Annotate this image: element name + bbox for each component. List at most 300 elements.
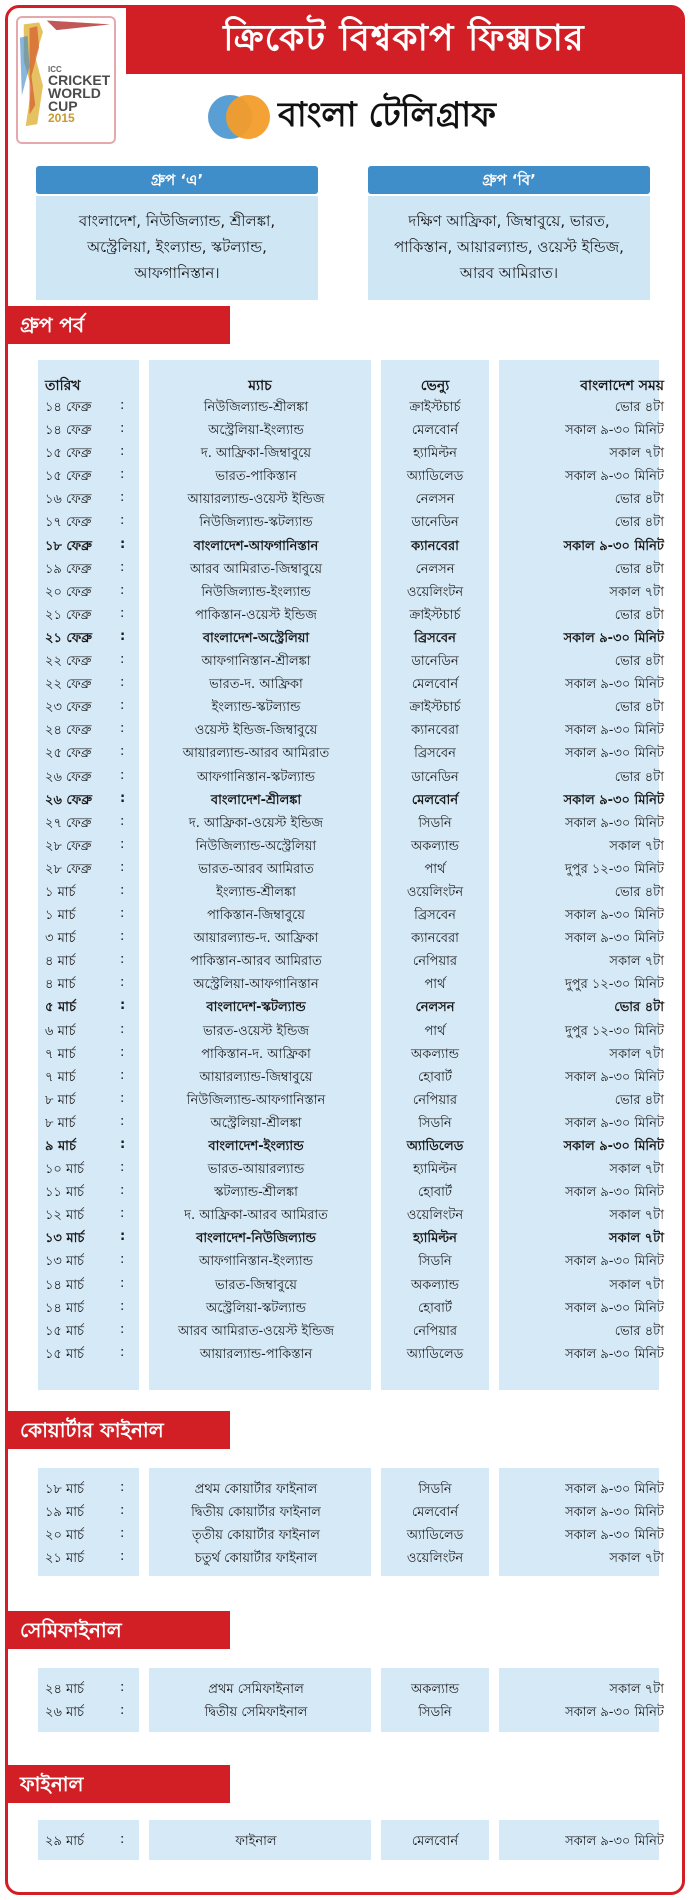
match-name: ভারত-দ. আফ্রিকা — [209, 677, 303, 693]
table-row — [8, 1677, 688, 1700]
date-colon: : — [120, 813, 125, 829]
logo-text — [48, 66, 114, 125]
match-venue: অ্যাডিলেড — [406, 1528, 464, 1544]
date-colon: : — [120, 1344, 125, 1360]
table-row — [8, 949, 688, 972]
date-colon: : — [120, 1113, 125, 1129]
date-colon: : — [120, 1067, 125, 1083]
match-name: বাংলাদেশ-শ্রীলঙ্কা — [210, 792, 302, 808]
date-colon: : — [120, 1044, 125, 1060]
match-time: ভোর ৪টা — [614, 561, 664, 577]
semi-final-table — [8, 1677, 688, 1723]
match-date: ২০ মার্চ — [45, 1528, 85, 1544]
match-name: আয়ারল্যান্ড-পাকিস্তান — [199, 1346, 313, 1362]
final-table — [8, 1829, 688, 1852]
date-colon: : — [120, 605, 125, 621]
table-row — [8, 741, 688, 764]
match-name: নিউজিল্যান্ড-শ্রীলঙ্কা — [203, 400, 309, 415]
header-venue: ভেন্যু — [420, 378, 450, 394]
match-time: সকাল ৯-৩০ মিনিট — [565, 1346, 664, 1362]
date-colon: : — [120, 698, 125, 714]
table-row — [8, 1157, 688, 1180]
match-venue: পার্থ — [424, 1023, 446, 1039]
match-name: পাকিস্তান-দ. আফ্রিকা — [201, 1046, 311, 1062]
logo-line-3: CUP — [48, 98, 78, 115]
table-row — [8, 880, 688, 903]
table-row — [8, 1296, 688, 1319]
match-time: সকাল ৯-৩০ মিনিট — [565, 677, 664, 693]
table-row — [8, 1249, 688, 1272]
match-name: বাংলাদেশ-অস্ট্রেলিয়া — [202, 630, 310, 646]
table-row — [8, 1273, 688, 1296]
date-colon: : — [120, 1832, 125, 1847]
match-name: নিউজিল্যান্ড-ইংল্যান্ড — [201, 584, 311, 600]
date-colon: : — [120, 513, 125, 529]
match-time: সকাল ৯-৩০ মিনিট — [565, 746, 664, 762]
match-name: আয়ারল্যান্ড-দ. আফ্রিকা — [193, 931, 319, 947]
table-row — [8, 464, 688, 487]
match-date: ১৬ ফেব্রু — [45, 492, 92, 508]
match-time: সকাল ৯-৩০ মিনিট — [565, 931, 664, 947]
match-name: পাকিস্তান-আরব আমিরাত — [190, 954, 322, 970]
match-date: ২২ ফেব্রু — [45, 654, 92, 670]
match-name: ভারত-আয়ারল্যান্ড — [207, 1162, 305, 1178]
table-row — [8, 1203, 688, 1226]
match-time: সকাল ৯-৩০ মিনিট — [563, 630, 664, 646]
logo-year: 2015 — [48, 111, 75, 126]
group-b-teams-line-3: আরব আমিরাত। — [459, 264, 559, 282]
match-date: ৪ মার্চ — [45, 977, 76, 993]
match-time: সকাল ৭টা — [609, 954, 664, 970]
title-banner — [126, 8, 682, 74]
match-date: ১৫ মার্চ — [45, 1323, 85, 1339]
table-row — [8, 811, 688, 834]
match-name: দ. আফ্রিকা-ওয়েস্ট ইন্ডিজ — [188, 815, 324, 831]
match-date: ৭ মার্চ — [45, 1046, 76, 1062]
match-time: সকাল ৯-৩০ মিনিট — [565, 423, 664, 439]
match-name: দ্বিতীয় সেমিফাইনাল — [204, 1705, 308, 1721]
match-date: ২১ ফেব্রু — [45, 607, 92, 623]
match-name: অস্ট্রেলিয়া-আফগানিস্তান — [193, 977, 319, 993]
match-date: ১৩ মার্চ — [45, 1231, 85, 1247]
match-time: ভোর ৪টা — [614, 1000, 664, 1016]
date-colon: : — [120, 1298, 125, 1314]
table-row — [8, 995, 688, 1018]
section-group-stage: গ্রুপ পর্ব — [8, 306, 230, 344]
match-venue: সিডনি — [418, 815, 452, 831]
match-date: ২৮ ফেব্রু — [45, 838, 92, 854]
match-date: ১৫ ফেব্রু — [45, 446, 92, 462]
match-date: ১৩ মার্চ — [45, 1254, 85, 1270]
date-colon: : — [120, 398, 125, 413]
match-time: সকাল ৯-৩০ মিনিট — [565, 1834, 664, 1849]
table-row — [8, 857, 688, 880]
match-time: ভোর ৪টা — [614, 700, 664, 716]
match-name: আয়ারল্যান্ড-জিম্বাবুয়ে — [199, 1069, 313, 1085]
match-time: সকাল ৯-৩০ মিনিট — [565, 1300, 664, 1316]
match-time: সকাল ৯-৩০ মিনিট — [563, 792, 664, 808]
match-time: দুপুর ১২-৩০ মিনিট — [564, 861, 664, 877]
fixture-poster — [5, 5, 685, 1895]
date-colon: : — [120, 1183, 125, 1199]
group-b-teams — [368, 196, 650, 300]
match-date: ১২ মার্চ — [45, 1208, 85, 1224]
date-colon: : — [120, 1021, 125, 1037]
table-row — [8, 1019, 688, 1042]
match-time: ভোর ৪টা — [614, 884, 664, 900]
table-row — [8, 603, 688, 626]
match-venue: অ্যাডিলেড — [406, 1139, 464, 1154]
table-row — [8, 1088, 688, 1111]
date-colon: : — [120, 559, 125, 575]
header-time: বাংলাদেশ সময় — [580, 378, 664, 394]
logo-icc: ICC — [48, 65, 62, 74]
group-b-label: গ্রুপ ‘বি’ — [368, 166, 650, 194]
match-venue: ডানেডিন — [411, 769, 459, 785]
brand-logo-icon — [208, 91, 268, 143]
match-time: সকাল ৯-৩০ মিনিট — [565, 1254, 664, 1270]
match-venue: ব্রিসবেন — [414, 630, 456, 646]
section-quarter-final: কোয়ার্টার ফাইনাল — [8, 1411, 230, 1449]
group-a-label: গ্রুপ ‘এ’ — [36, 166, 318, 194]
logo-line-1: CRICKET — [48, 71, 111, 88]
date-colon: : — [120, 444, 125, 460]
match-date: ৯ মার্চ — [45, 1139, 76, 1154]
date-colon: : — [120, 767, 125, 783]
match-time: ভোর ৪টা — [614, 1323, 664, 1339]
match-name: বাংলাদেশ-ইংল্যান্ড — [208, 1139, 304, 1154]
group-a-teams-line-3: আফগানিস্তান। — [134, 264, 220, 282]
match-time: ভোর ৪টা — [614, 492, 664, 508]
table-row — [8, 580, 688, 603]
logo-line-2: WORLD — [48, 84, 101, 101]
match-time: ভোর ৪টা — [614, 515, 664, 531]
section-semi-final: সেমিফাইনাল — [8, 1611, 230, 1649]
table-row — [8, 672, 688, 695]
match-name: ফাইনাল — [235, 1834, 277, 1849]
match-time: সকাল ৭টা — [609, 1277, 664, 1293]
match-date: ১৪ ফেব্রু — [45, 423, 92, 439]
match-date: ১৯ মার্চ — [45, 1505, 85, 1521]
match-date: ১৯ ফেব্রু — [45, 561, 92, 577]
group-b-teams-line-1: দক্ষিণ আফ্রিকা, জিম্বাবুয়ে, ভারত, — [408, 212, 610, 230]
date-colon: : — [120, 1275, 125, 1291]
match-date: ১ মার্চ — [45, 908, 76, 924]
match-venue: নেপিয়ার — [412, 1323, 458, 1339]
match-time: সকাল ৯-৩০ মিনিট — [563, 1139, 664, 1154]
table-row — [8, 1546, 688, 1569]
match-date: ৫ মার্চ — [45, 1000, 76, 1016]
match-venue: অকল্যান্ড — [411, 838, 459, 854]
date-colon: : — [120, 1680, 125, 1695]
match-time: সকাল ৯-৩০ মিনিট — [565, 1185, 664, 1201]
match-date: ২২ ফেব্রু — [45, 677, 92, 693]
match-venue: নেলসন — [415, 561, 455, 577]
match-venue: ওয়েলিংটন — [406, 584, 464, 600]
match-name: স্কটল্যান্ড-শ্রীলঙ্কা — [214, 1185, 298, 1201]
match-time: সকাল ৯-৩০ মিনিট — [565, 1528, 664, 1544]
match-venue: সিডনি — [418, 1254, 452, 1270]
match-venue: মেলবোর্ন — [411, 792, 459, 808]
match-venue: নেপিয়ার — [412, 1092, 458, 1108]
date-colon: : — [120, 906, 125, 922]
match-date: ১১ মার্চ — [45, 1185, 85, 1201]
date-colon: : — [120, 952, 125, 968]
match-name: ভারত-আরব আমিরাত — [198, 861, 314, 877]
match-venue: হোবার্ট — [418, 1185, 452, 1201]
brand-name: বাংলা টেলিগ্রাফ — [278, 94, 497, 135]
date-colon: : — [120, 975, 125, 991]
date-colon: : — [120, 882, 125, 898]
group-b — [368, 166, 650, 300]
date-colon: : — [120, 859, 125, 875]
match-name: অস্ট্রেলিয়া-শ্রীলঙ্কা — [210, 1115, 302, 1131]
table-row — [8, 1342, 688, 1365]
match-name: আরব আমিরাত-ওয়েস্ট ইন্ডিজ — [177, 1323, 335, 1339]
match-time: সকাল ৯-৩০ মিনিট — [565, 1115, 664, 1131]
match-name: ভারত-পাকিস্তান — [215, 469, 297, 485]
match-venue: হ্যামিল্টন — [413, 446, 457, 462]
match-date: ৩ মার্চ — [45, 931, 76, 947]
match-date: ১৭ ফেব্রু — [45, 515, 92, 531]
match-date: ৬ মার্চ — [45, 1023, 76, 1039]
match-date: ৮ মার্চ — [45, 1092, 76, 1108]
match-name: নিউজিল্যান্ড-স্কটল্যান্ড — [199, 515, 313, 531]
match-time: সকাল ৯-৩০ মিনিট — [565, 1505, 664, 1521]
header-date: তারিখ — [45, 378, 81, 394]
match-venue: মেলবোর্ন — [411, 1834, 459, 1849]
match-date: ২৮ ফেব্রু — [45, 861, 92, 877]
match-time: দুপুর ১২-৩০ মিনিট — [564, 977, 664, 993]
match-venue: অকল্যান্ড — [411, 1046, 459, 1062]
match-name: আফগানিস্তান-স্কটল্যান্ড — [196, 769, 316, 785]
date-colon: : — [120, 582, 125, 598]
table-row — [8, 557, 688, 580]
table-row — [8, 834, 688, 857]
match-date: ২১ ফেব্রু — [45, 630, 92, 646]
match-time: সকাল ৯-৩০ মিনিট — [565, 908, 664, 924]
match-time: ভোর ৪টা — [614, 607, 664, 623]
table-row — [8, 418, 688, 441]
date-colon: : — [120, 652, 125, 668]
match-name: প্রথম কোয়ার্টার ফাইনাল — [194, 1482, 318, 1497]
match-date: ২১ মার্চ — [45, 1551, 85, 1567]
section-final: ফাইনাল — [8, 1765, 230, 1803]
match-time: সকাল ৯-৩০ মিনিট — [565, 723, 664, 739]
match-venue: মেলবোর্ন — [411, 423, 459, 439]
date-colon: : — [120, 1480, 125, 1495]
table-row — [8, 1700, 688, 1723]
world-cup-logo — [16, 16, 116, 144]
match-name: ইংল্যান্ড-স্কটল্যান্ড — [211, 700, 301, 716]
date-colon: : — [120, 536, 126, 552]
match-time: সকাল ৭টা — [609, 1231, 664, 1247]
match-time: সকাল ৭টা — [609, 1551, 664, 1567]
match-venue: হোবার্ট — [418, 1069, 452, 1085]
table-row — [8, 1477, 688, 1500]
match-venue: ওয়েলিংটন — [406, 884, 464, 900]
match-time: সকাল ৭টা — [609, 1046, 664, 1062]
table-row — [8, 1226, 688, 1249]
match-venue: পার্থ — [424, 861, 446, 877]
match-date: ২০ ফেব্রু — [45, 584, 92, 600]
table-row — [8, 718, 688, 741]
match-date: ১৫ মার্চ — [45, 1346, 85, 1362]
table-row — [8, 1523, 688, 1546]
match-venue: ক্যানবেরা — [411, 723, 459, 739]
table-row — [8, 1829, 688, 1852]
match-name: আফগানিস্তান-ইংল্যান্ড — [199, 1254, 313, 1270]
date-colon: : — [120, 790, 126, 806]
group-a — [36, 166, 318, 300]
match-date: ১৮ ফেব্রু — [45, 538, 92, 554]
date-colon: : — [120, 721, 125, 737]
page-title: ক্রিকেট বিশ্বকাপ ফিক্সচার — [223, 18, 585, 59]
match-name: বাংলাদেশ-আফগানিস্তান — [193, 538, 319, 554]
match-date: ১৪ ফেব্রু — [45, 400, 92, 415]
match-name: পাকিস্তান-ওয়েস্ট ইন্ডিজ — [195, 607, 317, 623]
match-name: আফগানিস্তান-শ্রীলঙ্কা — [201, 654, 311, 670]
date-colon: : — [120, 1160, 125, 1176]
match-time: ভোর ৪টা — [614, 769, 664, 785]
table-row — [8, 510, 688, 533]
match-time: দুপুর ১২-৩০ মিনিট — [564, 1023, 664, 1039]
group-b-teams-line-2: পাকিস্তান, আয়ারল্যান্ড, ওয়েস্ট ইন্ডিজ, — [394, 238, 624, 256]
match-name: আরব আমিরাত-জিম্বাবুয়ে — [189, 561, 323, 577]
date-colon: : — [120, 490, 125, 506]
match-name: তৃতীয় কোয়ার্টার ফাইনাল — [192, 1528, 320, 1544]
match-name: অস্ট্রেলিয়া-স্কটল্যান্ড — [206, 1300, 306, 1316]
group-stage-table — [8, 395, 688, 1365]
match-time: ভোর ৪টা — [614, 400, 664, 415]
table-row — [8, 926, 688, 949]
match-date: ২৬ মার্চ — [45, 1705, 85, 1721]
match-date: ৪ মার্চ — [45, 954, 76, 970]
match-venue: সিডনি — [418, 1482, 452, 1497]
date-colon: : — [120, 836, 125, 852]
table-row — [8, 626, 688, 649]
header-match: ম্যাচ — [248, 378, 272, 394]
table-row — [8, 788, 688, 811]
match-date: ২৪ মার্চ — [45, 1682, 85, 1697]
table-row — [8, 395, 688, 418]
match-date: ১৫ ফেব্রু — [45, 469, 92, 485]
match-venue: পার্থ — [424, 977, 446, 993]
match-venue: মেলবোর্ন — [411, 677, 459, 693]
match-time: সকাল ৯-৩০ মিনিট — [565, 815, 664, 831]
match-time: সকাল ৭টা — [609, 1682, 664, 1697]
table-row — [8, 972, 688, 995]
match-time: ভোর ৪টা — [614, 1092, 664, 1108]
match-date: ২৩ ফেব্রু — [45, 700, 92, 716]
match-time: সকাল ৭টা — [609, 1208, 664, 1224]
match-name: পাকিস্তান-জিম্বাবুয়ে — [207, 908, 305, 924]
match-name: নিউজিল্যান্ড-আফগানিস্তান — [186, 1092, 326, 1108]
match-venue: ডানেডিন — [411, 515, 459, 531]
match-venue: সিডনি — [418, 1705, 452, 1721]
match-name: দ্বিতীয় কোয়ার্টার ফাইনাল — [191, 1505, 321, 1521]
group-a-teams — [36, 196, 318, 300]
date-colon: : — [120, 1503, 125, 1519]
match-name: আয়ারল্যান্ড-ওয়েস্ট ইন্ডিজ — [187, 492, 325, 508]
match-time: সকাল ৭টা — [609, 838, 664, 854]
match-date: ১৪ মার্চ — [45, 1277, 85, 1293]
brand — [208, 88, 496, 146]
match-venue: মেলবোর্ন — [411, 1505, 459, 1521]
match-venue: ব্রিসবেন — [414, 908, 456, 924]
date-colon: : — [120, 998, 126, 1014]
match-name: আয়ারল্যান্ড-আরব আমিরাত — [182, 746, 330, 762]
match-venue: অকল্যান্ড — [411, 1682, 459, 1697]
match-date: ১০ মার্চ — [45, 1162, 85, 1178]
match-venue: ওয়েলিংটন — [406, 1551, 464, 1567]
table-row — [8, 534, 688, 557]
quarter-final-table — [8, 1477, 688, 1569]
match-venue: নেলসন — [415, 1000, 455, 1016]
match-venue: ক্যানবেরা — [411, 538, 459, 554]
match-name: ওয়েস্ট ইন্ডিজ-জিম্বাবুয়ে — [194, 723, 318, 739]
table-row — [8, 441, 688, 464]
match-venue: ডানেডিন — [411, 654, 459, 670]
match-date: ২৭ ফেব্রু — [45, 815, 92, 831]
table-row — [8, 765, 688, 788]
date-colon: : — [120, 1252, 125, 1268]
table-row — [8, 1042, 688, 1065]
table-row — [8, 695, 688, 718]
match-venue: অ্যাডিলেড — [406, 1346, 464, 1362]
match-venue: হ্যামিল্টন — [413, 1162, 457, 1178]
match-time: সকাল ৯-৩০ মিনিট — [565, 1069, 664, 1085]
match-name: ভারত-ওয়েস্ট ইন্ডিজ — [203, 1023, 309, 1039]
table-row — [8, 649, 688, 672]
match-name: চতুর্থ কোয়ার্টার ফাইনাল — [194, 1551, 318, 1567]
match-venue: নেলসন — [415, 492, 455, 508]
match-name: ভারত-জিম্বাবুয়ে — [215, 1277, 297, 1293]
match-venue: নেপিয়ার — [412, 954, 458, 970]
match-venue: ওয়েলিংটন — [406, 1208, 464, 1224]
match-venue: সিডনি — [418, 1115, 452, 1131]
match-date: ২৬ ফেব্রু — [45, 792, 93, 808]
date-colon: : — [120, 744, 125, 760]
table-row — [8, 1111, 688, 1134]
match-date: ২৫ ফেব্রু — [45, 746, 92, 762]
table-row — [8, 903, 688, 926]
match-time: সকাল ৭টা — [609, 446, 664, 462]
date-colon: : — [120, 421, 125, 437]
match-venue: ক্যানবেরা — [411, 931, 459, 947]
match-time: সকাল ৯-৩০ মিনিট — [563, 538, 664, 554]
match-venue: হোবার্ট — [418, 1300, 452, 1316]
match-name: বাংলাদেশ-স্কটল্যান্ড — [206, 1000, 306, 1016]
match-date: ২৯ মার্চ — [45, 1834, 85, 1849]
date-colon: : — [120, 1137, 126, 1152]
date-colon: : — [120, 1206, 125, 1222]
match-venue: অকল্যান্ড — [411, 1277, 459, 1293]
match-venue: ব্রিসবেন — [414, 746, 456, 762]
match-date: ৮ মার্চ — [45, 1115, 76, 1131]
date-colon: : — [120, 1229, 126, 1245]
match-date: ১৪ মার্চ — [45, 1300, 85, 1316]
match-name: দ. আফ্রিকা-জিম্বাবুয়ে — [200, 446, 312, 462]
group-a-teams-line-1: বাংলাদেশ, নিউজিল্যান্ড, শ্রীলঙ্কা, — [78, 212, 276, 230]
date-colon: : — [120, 1321, 125, 1337]
match-date: ১৮ মার্চ — [45, 1482, 85, 1497]
date-colon: : — [120, 929, 125, 945]
match-name: দ. আফ্রিকা-আরব আমিরাত — [184, 1208, 328, 1224]
date-colon: : — [120, 628, 126, 644]
match-time: সকাল ৯-৩০ মিনিট — [565, 1482, 664, 1497]
date-colon: : — [120, 467, 125, 483]
